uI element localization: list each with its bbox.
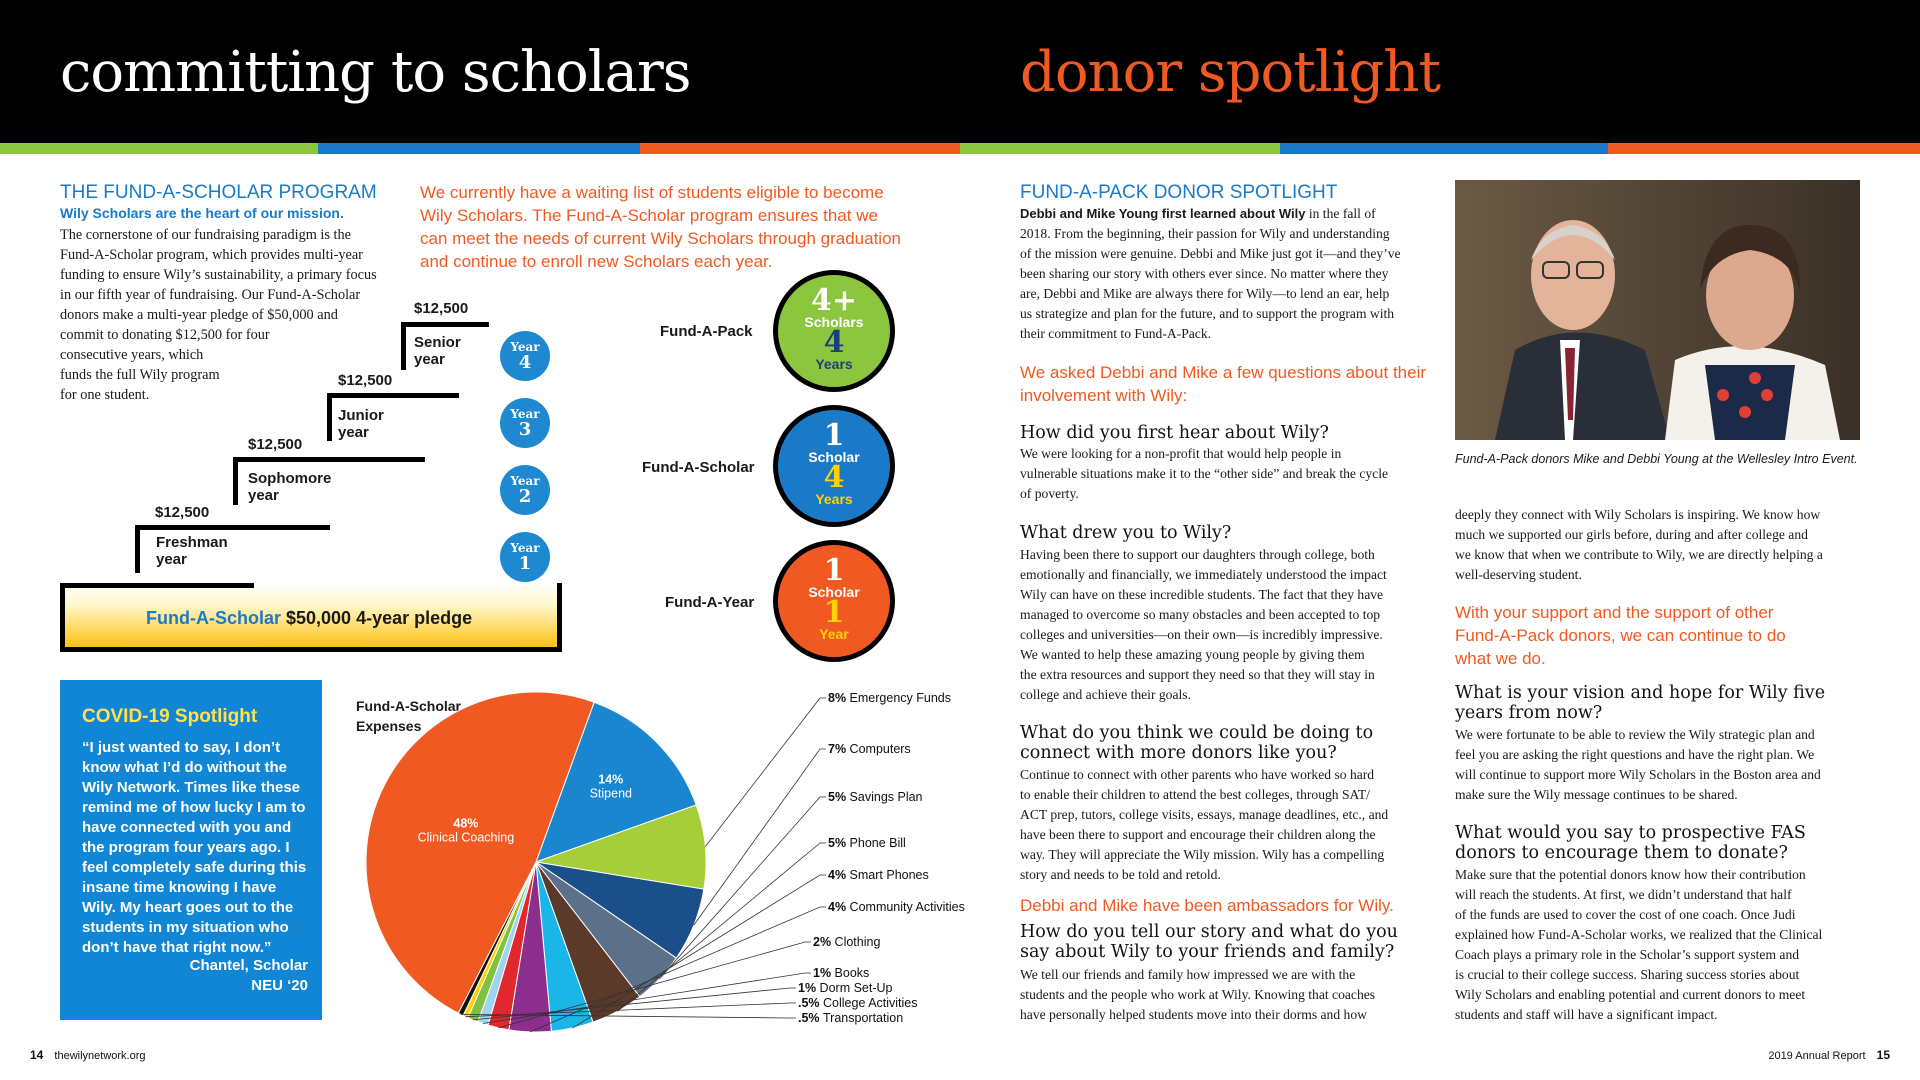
program-body-line: funding to ensure Wily’s sustainability, a primary focus [60, 267, 377, 283]
step-riser [401, 322, 406, 370]
asked-questions-lead [1020, 361, 1450, 407]
covid-spotlight-box [60, 680, 322, 1020]
answer-line: deeply they connect with Wily Scholars is inspiring. We know how [1455, 507, 1821, 522]
spotlight-intro-line: in the fall of [1305, 206, 1376, 221]
answer-line: Continue to connect with other parents who have worked so hard [1020, 767, 1375, 782]
answer-4 [1020, 965, 1450, 1025]
answer-line: colleges and universities—on their own—is incredibly impressive. [1020, 627, 1383, 642]
year-badge-3 [500, 398, 550, 448]
pie-label-savings-plan: 5% Savings Plan [828, 790, 923, 804]
covid-attribution-school: NEU ‘20 [251, 977, 308, 994]
support-line: With your support and the support of other [1455, 603, 1774, 622]
tier-circle-years-label: Year [819, 626, 849, 642]
answer-6 [1455, 865, 1875, 1025]
waiting-list-line: Wily Scholars. The Fund-A-Scholar program ensures that we [420, 206, 878, 225]
step-price: $12,500 [248, 436, 303, 453]
step-name [414, 334, 461, 368]
stripe-segment [960, 143, 1280, 154]
covid-quote: “I just wanted to say, I don’t know what I’d do without the Wily Network. Times like these remind me of how lucky I am to have connected with you and the program four years ago. I feel completely safe during this insane time knowing I have Wily. My heart goes out to the students in my situation who don’t have that right now.” [82, 739, 307, 956]
pie-label-transportation: .5% Transportation [798, 1011, 904, 1025]
answer-line: We wanted to help these amazing young people by giving them [1020, 647, 1365, 662]
question-2: What drew you to Wily? [1020, 523, 1232, 543]
stripe-segment [640, 143, 960, 154]
covid-attribution-name: Chantel, Scholar [189, 957, 308, 974]
step-riser [135, 525, 140, 573]
year-badge-2 [500, 465, 550, 515]
answer-line: students and staff will have a significant impact. [1455, 1007, 1718, 1022]
step-riser [327, 393, 332, 441]
pie-value-label: 48% [453, 816, 479, 831]
answer-line: Wily can have on these incredible students. The fact that they have [1020, 587, 1384, 602]
pie-label-dorm-set-up: 1% Dorm Set-Up [798, 981, 893, 995]
waiting-list-text [420, 181, 920, 273]
pie-label-books: 1% Books [813, 966, 870, 980]
tier-circle-years-number: 1 [823, 595, 845, 630]
step-line [327, 393, 459, 398]
support-lead [1455, 601, 1875, 670]
donor-photo-illustration [1455, 180, 1860, 440]
answer-4-continued [1455, 505, 1875, 585]
pie-label-emergency-funds: 8% Emergency Funds [828, 691, 951, 705]
answer-line: way. They will appreciate the Wily mission. Wily has a compelling [1020, 847, 1385, 862]
question-line: How do you tell our story and what do you [1020, 922, 1398, 942]
answer-line: Wily Scholars and enabling potential and current donors to meet [1455, 987, 1806, 1002]
program-body-line: donors make a multi-year pledge of $50,000 and [60, 307, 338, 323]
answer-line: much we supported our girls before, during and after college and [1455, 527, 1808, 542]
pie-label-computers: 7% Computers [828, 742, 911, 756]
answer-1 [1020, 444, 1450, 504]
tier-circle-unit: Scholars [804, 314, 864, 330]
question-3 [1020, 723, 1373, 763]
step-name [338, 407, 384, 441]
answer-line: We tell our friends and family how impressed we are with the [1020, 967, 1356, 982]
left-page-title: committing to scholars [60, 40, 691, 105]
program-body-line: The cornerstone of our fundraising paradigm is the [60, 227, 352, 243]
pledge-label [146, 608, 472, 629]
year-badge-number: 4 [518, 352, 532, 373]
spotlight-heading: FUND-A-PACK DONOR SPOTLIGHT [1020, 182, 1338, 203]
answer-line: of poverty. [1020, 486, 1079, 501]
year-badge-4 [500, 331, 550, 381]
step-price: $12,500 [338, 372, 393, 389]
program-subheading: Wily Scholars are the heart of our mission. [60, 205, 344, 221]
answer-line: will continue to support more Wily Scholars in the Boston area and [1455, 767, 1821, 782]
answer-line: the extra resources and support they need so that they will stay in [1020, 667, 1375, 682]
pie-label-clothing: 2% Clothing [813, 935, 881, 949]
answer-3 [1020, 765, 1450, 885]
tier-circle-top: 4+ [810, 283, 857, 318]
pledge-program-name: Fund-A-Scholar [146, 608, 281, 628]
pledge-amount: $50,000 4-year pledge [281, 608, 473, 628]
step-name [156, 534, 228, 568]
program-heading: THE FUND-A-SCHOLAR PROGRAM [60, 182, 377, 203]
stripe-segment [0, 143, 318, 154]
tier-circle-top: 1 [823, 418, 845, 453]
year-badge-word: Year [510, 340, 540, 354]
step-name-line: year [248, 487, 279, 504]
program-body-line: consecutive years, which [60, 347, 204, 363]
answer-line: Having been there to support our daughters through college, both [1020, 547, 1375, 562]
answer-line: have been there to support and encourage their children along the [1020, 827, 1376, 842]
step-price: $12,500 [155, 504, 210, 521]
question-line: What do you think we could be doing to [1020, 723, 1374, 743]
answer-line: we know that when we contribute to Wily, we are directly helping a [1455, 547, 1823, 562]
year-badge-number: 3 [518, 419, 532, 440]
footer-right [1768, 1048, 1890, 1062]
pie-label-phone-bill: 5% Phone Bill [828, 836, 906, 850]
pie-label-college-activities: .5% College Activities [798, 996, 918, 1010]
step-name [248, 470, 331, 504]
color-stripe [0, 143, 1920, 154]
spotlight-intro-line: 2018. From the beginning, their passion for Wily and understanding [1020, 226, 1390, 241]
question-6 [1455, 823, 1806, 863]
step-price: $12,500 [414, 300, 469, 317]
tier-circle-fund-a-pack [773, 270, 895, 392]
asked-line: involvement with Wily: [1020, 386, 1188, 405]
year-badge-word: Year [510, 541, 540, 555]
pie-label-smart-phones: 4% Smart Phones [828, 868, 929, 882]
year-badge-number: 1 [518, 553, 532, 574]
covid-title: COVID-19 Spotlight [82, 706, 258, 727]
asked-line: We asked Debbi and Mike a few questions about their [1020, 363, 1427, 382]
waiting-list-line: can meet the needs of current Wily Scholars through graduation [420, 229, 901, 248]
question-line: What is your vision and hope for Wily five [1455, 683, 1826, 703]
step-name-line: Junior [338, 407, 384, 424]
tier-circle-years-label: Years [815, 356, 853, 372]
program-body-line: for one student. [60, 387, 150, 403]
question-line: say about Wily to your friends and family? [1020, 942, 1395, 962]
tier-label-fund-a-year: Fund-A-Year [665, 594, 755, 611]
photo-caption: Fund-A-Pack donors Mike and Debbi Young at the Wellesley Intro Event. [1455, 452, 1858, 466]
pie-category-label: Clinical Coaching [417, 830, 515, 845]
question-line: years from now? [1455, 703, 1603, 723]
ambassadors-lead: Debbi and Mike have been ambassadors for Wily. [1020, 896, 1394, 915]
answer-line: will reach the students. At first, we didn’t understand that half [1455, 887, 1792, 902]
donor-photo [1455, 180, 1860, 440]
pie-category-label: Stipend [589, 786, 632, 801]
tier-circle-years-number: 4 [823, 325, 845, 360]
pledge-bar-top-line [60, 583, 254, 588]
answer-line: Make sure that the potential donors know how their contribution [1455, 867, 1806, 882]
footer-left [30, 1048, 146, 1062]
pie-value-label: 14% [598, 772, 624, 787]
question-line: connect with more donors like you? [1020, 743, 1337, 763]
spotlight-intro-line: their commitment to Fund-A-Pack. [1020, 326, 1212, 341]
spotlight-intro-line: us strategize and plan for the future, and to support the program with [1020, 306, 1395, 321]
step-name-line: year [338, 424, 369, 441]
step-riser [233, 457, 238, 505]
page-number-right: 15 [1876, 1048, 1890, 1062]
support-line: what we do. [1455, 649, 1546, 668]
answer-line: We were fortunate to be able to review the Wily strategic plan and [1455, 727, 1815, 742]
footer-report-title: 2019 Annual Report [1768, 1050, 1866, 1062]
step-name-line: Senior [414, 334, 461, 351]
waiting-list-line: and continue to enroll new Scholars each year. [420, 252, 773, 271]
page-number-left: 14 [30, 1048, 44, 1062]
tier-circle-years-number: 4 [823, 460, 845, 495]
answer-5 [1455, 725, 1875, 805]
answer-line: to enable their children to attend the best colleges, through SAT/ [1020, 787, 1370, 802]
answer-line: feel you are asking the right questions and have the right plan. We [1455, 747, 1815, 762]
answer-line: story and needs to be told and retold. [1020, 867, 1221, 882]
question-line: What would you say to prospective FAS [1455, 823, 1806, 843]
right-page-title: donor spotlight [1020, 40, 1440, 105]
spotlight-intro [1020, 204, 1440, 344]
answer-line: well-deserving student. [1455, 567, 1582, 582]
program-body-line: funds the full Wily program [60, 367, 220, 383]
tier-circle-unit: Scholar [808, 584, 860, 600]
tier-label-fund-a-pack: Fund-A-Pack [660, 323, 753, 340]
tier-circle-fund-a-year [773, 540, 895, 662]
answer-line: vulnerable situations make it to the “other side” and break the cycle [1020, 466, 1389, 481]
year-badge-1 [500, 532, 550, 582]
step-line [401, 322, 489, 327]
tier-circle-years-label: Years [815, 491, 853, 507]
answer-line: explained how Fund-A-Scholar works, we realized that the Clinical [1455, 927, 1823, 942]
pie-label-community-activities: 4% Community Activities [828, 900, 965, 914]
waiting-list-line: We currently have a waiting list of students eligible to become [420, 183, 884, 202]
step-line [135, 525, 330, 530]
chart-title: Fund-A-Scholar Expenses [356, 698, 461, 734]
tier-label-fund-a-scholar: Fund-A-Scholar [642, 459, 755, 476]
program-body-line: commit to donating $12,500 for four [60, 327, 270, 343]
answer-line: is crucial to their college success. Sharing success stories about [1455, 967, 1800, 982]
expenses-pie-chart [330, 680, 965, 1030]
answer-line: make sure the Wily message continues to be shared. [1455, 787, 1738, 802]
tier-circle-unit: Scholar [808, 449, 860, 465]
stripe-segment [318, 143, 640, 154]
spotlight-intro-bold: Debbi and Mike Young first learned about Wily [1020, 206, 1306, 221]
step-name-line: year [156, 551, 187, 568]
question-line: donors to encourage them to donate? [1455, 843, 1788, 863]
stripe-segment [1608, 143, 1920, 154]
step-name-line: year [414, 351, 445, 368]
footer-site: thewilynetwork.org [54, 1050, 146, 1062]
answer-2 [1020, 545, 1450, 705]
spotlight-intro-line: of the mission were genuine. Debbi and Mike just got it—and they’ve [1020, 246, 1401, 261]
year-badge-number: 2 [518, 486, 532, 507]
stripe-segment [1280, 143, 1608, 154]
answer-line: students and the people who work at Wily. Knowing that coaches [1020, 987, 1376, 1002]
answer-line: of the funds are used to cover the cost of one coach. Once Judi [1455, 907, 1796, 922]
tier-circle-top: 1 [823, 553, 845, 588]
year-badge-word: Year [510, 407, 540, 421]
tier-circle-fund-a-scholar [773, 405, 895, 527]
program-body-line: in our fifth year of fundraising. Our Fund-A-Scholar [60, 287, 361, 303]
program-body-line: Fund-A-Scholar program, which provides multi-year [60, 247, 363, 263]
step-name-line: Freshman [156, 534, 228, 551]
question-4 [1020, 922, 1398, 962]
question-1: How did you first hear about Wily? [1020, 423, 1329, 443]
answer-line: emotionally and financially, we immediately understood the impact [1020, 567, 1387, 582]
answer-line: have personally helped students move into their dorms and how [1020, 1007, 1367, 1022]
covid-attribution [190, 956, 308, 996]
support-line: Fund-A-Pack donors, we can continue to do [1455, 626, 1786, 645]
year-badge-word: Year [510, 474, 540, 488]
spotlight-intro-first-line [1020, 204, 1440, 224]
spotlight-intro-line: are, Debbi and Mike are always there for Wily—to lend an ear, help [1020, 286, 1390, 301]
answer-line: We were looking for a non-profit that would help people in [1020, 446, 1342, 461]
answer-line: ACT prep, tutors, college visits, essays, manage deadlines, etc., and [1020, 807, 1389, 822]
question-5 [1455, 683, 1825, 723]
answer-line: Coach plays a primary role in the Scholar’s support system and [1455, 947, 1800, 962]
step-name-line: Sophomore [248, 470, 332, 487]
step-line [233, 457, 425, 462]
spotlight-intro-line: been sharing our story with others ever since. No matter where they [1020, 266, 1389, 281]
answer-line: college and achieve their goals. [1020, 687, 1191, 702]
answer-line: managed to overcome so many obstacles and been accepted to top [1020, 607, 1381, 622]
